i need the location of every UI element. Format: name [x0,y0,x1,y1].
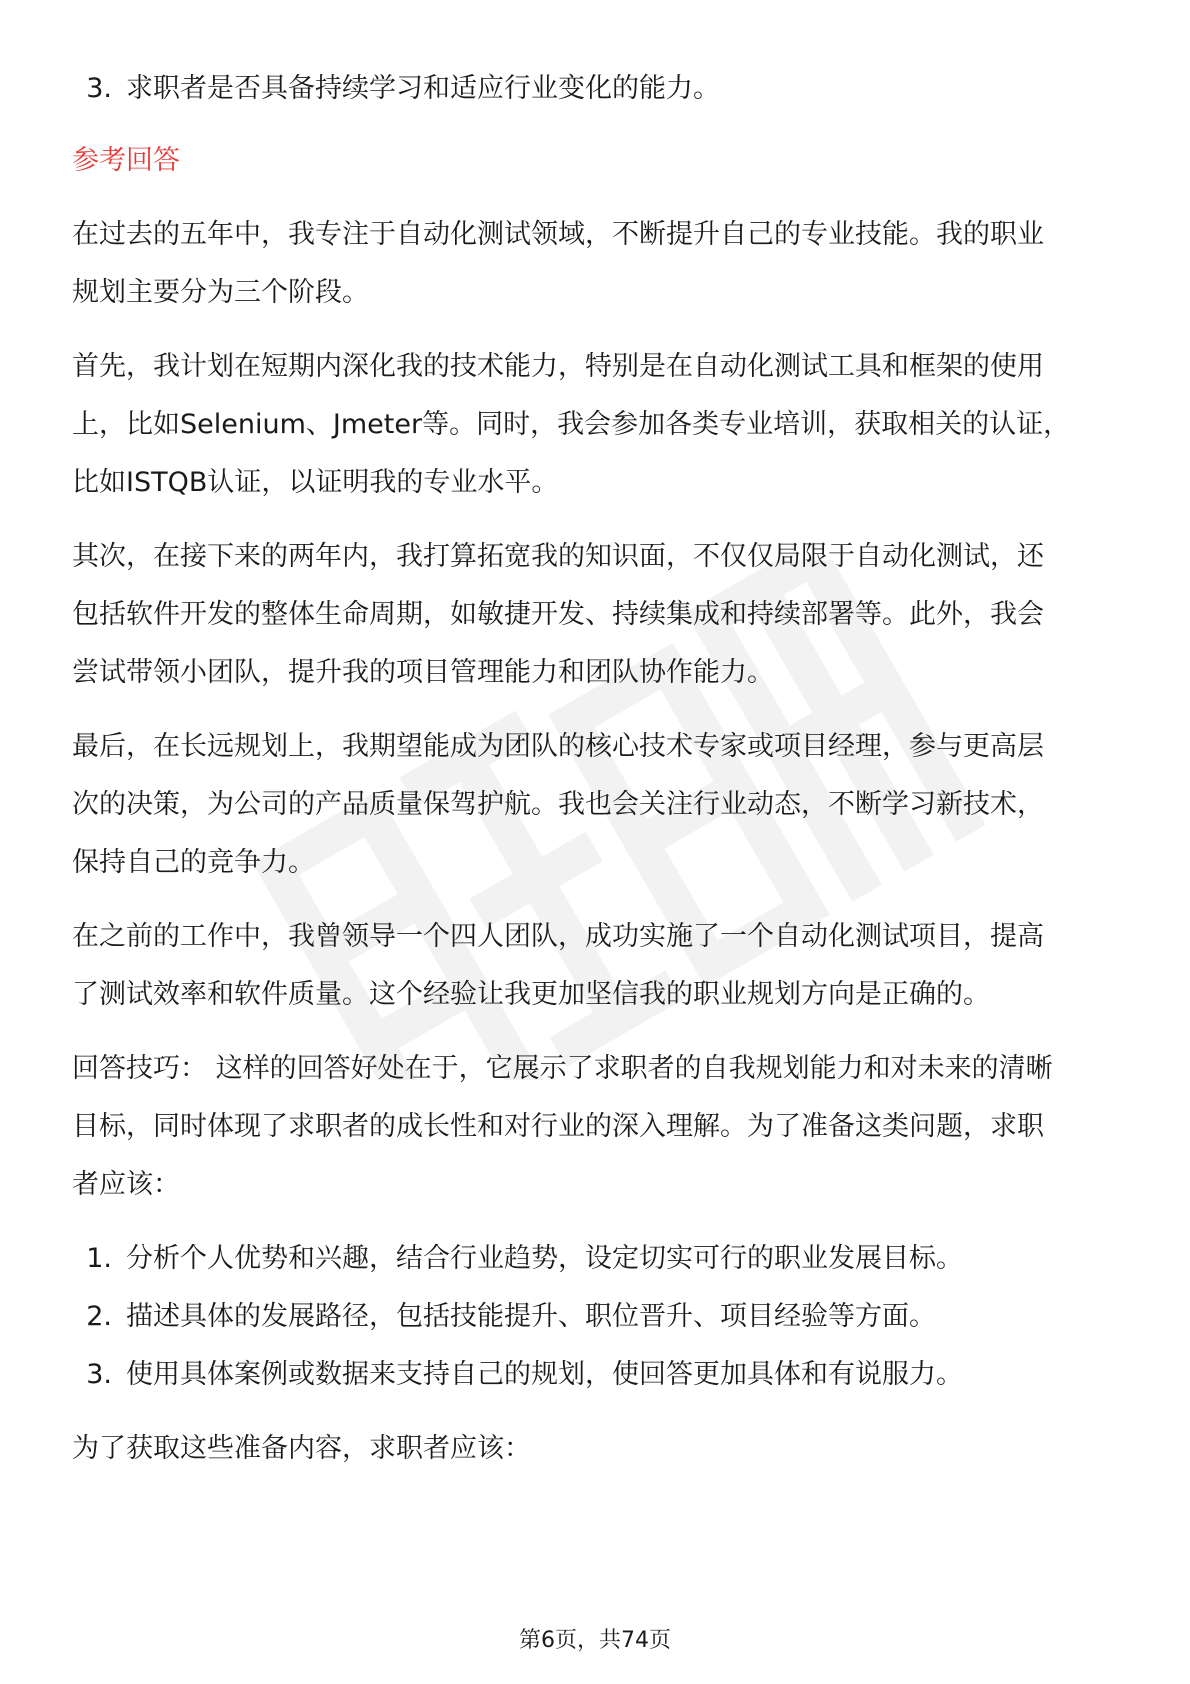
paragraph-line: 尝试带领小团队，提升我的项目管理能力和团队协作能力。 [72,657,774,688]
list-text: 求职者是否具备持续学习和适应行业变化的能力。 [126,73,720,104]
list-text: 分析个人优势和兴趣，结合行业趋势，设定切实可行的职业发展目标。 [126,1243,963,1274]
paragraph [72,908,1122,1024]
paragraph [72,206,1122,322]
paragraph-line: 规划主要分为三个阶段。 [72,277,369,308]
paragraph-line: 者应该： [72,1169,180,1200]
paragraph-line: 最后，在长远规划上，我期望能成为团队的核心技术专家或项目经理，参与更高层 [72,731,1044,762]
page-number: 第6页，共74页 [519,1628,671,1653]
top-list [72,60,1122,118]
list-number: 2. [86,1301,112,1332]
paragraph-line: 保持自己的竞争力。 [72,847,315,878]
paragraph-line: 在过去的五年中，我专注于自动化测试领域，不断提升自己的专业技能。我的职业 [72,219,1044,250]
paragraph-line: 回答技巧： 这样的回答好处在于，它展示了求职者的自我规划能力和对未来的清晰 [72,1053,1053,1084]
tips-list [72,1230,1122,1404]
paragraph-line: 了测试效率和软件质量。这个经验让我更加坚信我的职业规划方向是正确的。 [72,979,990,1010]
paragraph-line: 上，比如Selenium、Jmeter等。同时，我会参加各类专业培训，获取相关的认证， [72,409,1071,440]
list-item [72,60,1122,118]
closing-line: 为了获取这些准备内容，求职者应该： [72,1433,531,1464]
section-heading: 参考回答 [72,145,180,176]
paragraph-line: 在之前的工作中，我曾领导一个四人团队，成功实施了一个自动化测试项目，提高 [72,921,1044,952]
paragraph-line: 首先，我计划在短期内深化我的技术能力，特别是在自动化测试工具和框架的使用 [72,351,1044,382]
paragraph-line: 包括软件开发的整体生命周期，如敏捷开发、持续集成和持续部署等。此外，我会 [72,599,1044,630]
list-number: 1. [86,1243,112,1274]
paragraph [72,1040,1122,1214]
paragraph-line: 次的决策，为公司的产品质量保驾护航。我也会关注行业动态，不断学习新技术， [72,789,1044,820]
paragraph-line: 其次，在接下来的两年内，我打算拓宽我的知识面，不仅仅局限于自动化测试，还 [72,541,1044,572]
closing-paragraph [72,1420,1122,1478]
list-item [72,1288,1122,1346]
paragraph [72,718,1122,892]
list-item [72,1346,1122,1404]
list-number: 3. [86,1359,112,1390]
answer-paragraphs [72,206,1122,1214]
list-text: 描述具体的发展路径，包括技能提升、职位晋升、项目经验等方面。 [126,1301,936,1332]
document-content [72,60,1122,1478]
list-number: 3. [86,73,112,104]
paragraph [72,528,1122,702]
paragraph-line: 目标，同时体现了求职者的成长性和对行业的深入理解。为了准备这类问题，求职 [72,1111,1044,1142]
paragraph-line: 比如ISTQB认证，以证明我的专业水平。 [72,467,559,498]
list-text: 使用具体案例或数据来支持自己的规划，使回答更加具体和有说服力。 [126,1359,963,1390]
list-item [72,1230,1122,1288]
paragraph [72,338,1122,512]
